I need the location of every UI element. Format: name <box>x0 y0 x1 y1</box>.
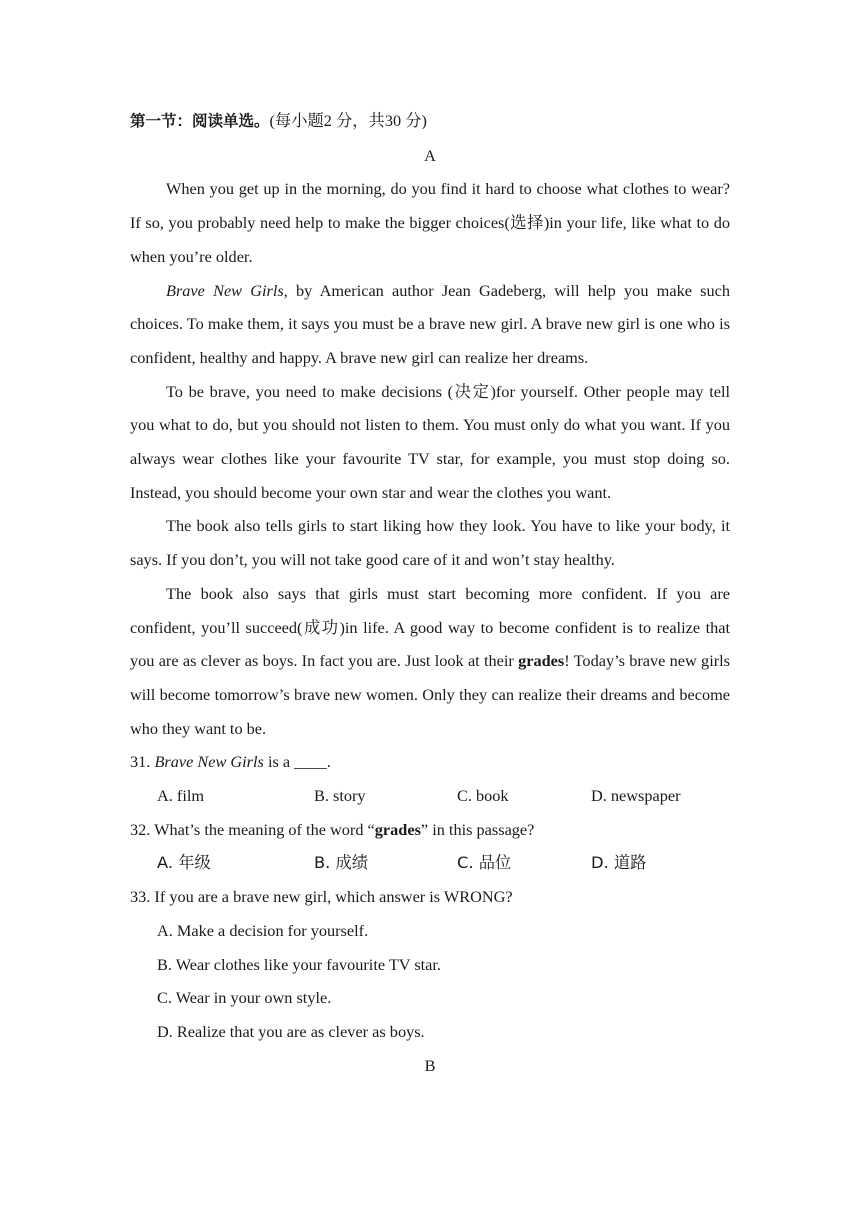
question-31-option-d[interactable]: D. newspaper <box>591 786 681 806</box>
question-31-option-c[interactable]: C. book <box>457 786 509 806</box>
passage-b-letter: B <box>424 1055 436 1075</box>
question-32 <box>130 813 730 847</box>
question-33-option-a[interactable]: A. Make a decision for yourself. <box>157 920 369 940</box>
question-33-option-c[interactable]: C. Wear in your own style. <box>157 988 332 1008</box>
passage-a-paragraph-4: The book also tells girls to start liking how they look. You have to like your body, it says. If you don’t, you will not take good care of it and won’t stay healthy. <box>130 516 730 570</box>
section-heading-prefix: 第一节：阅读单选。 <box>130 112 270 130</box>
paragraph-2-text: , by American author Jean Gadeberg, will help you make such choices. To make them, it says you must be a brave new girl. A brave new girl is one who is confident, healthy and happy. A brave new girl can realize her dreams. <box>130 280 730 367</box>
question-31-option-b[interactable]: B. story <box>314 786 366 806</box>
question-32-option-c[interactable]: C. 品位 <box>457 853 512 873</box>
passage-a-letter: A <box>424 145 436 165</box>
keyword-grades: grades <box>518 651 565 671</box>
question-33-option-b[interactable]: B. Wear clothes like your favourite TV star. <box>157 954 441 974</box>
section-heading <box>130 104 730 139</box>
book-title: Brave New Girls <box>166 280 284 300</box>
paragraph-5-text-start: The book also says that girls must start becoming more confident. If you are confident, you’ll succeed(成功)in life. A good way to become confident is to realize that you are as clever as boys. In fact you are. Just look at their <box>130 583 730 671</box>
question-32-number: 32. <box>130 819 151 839</box>
question-31-stem: is a ____. <box>263 752 331 772</box>
passage-a-paragraph-5 <box>130 577 730 746</box>
question-32-stem-end: ” in this passage? <box>420 819 535 839</box>
question-33 <box>130 880 730 914</box>
passage-a-paragraph-2 <box>130 274 730 375</box>
question-32-options <box>130 846 730 880</box>
passage-a-paragraph-3: To be brave, you need to make decisions (决定)for yourself. Other people may tell you what to do, but you should not listen to them. You must only do what you want. If you always wear clothes like your favourite TV star, for example, you must stop doing so. Instead, you should become your own star and wear the clothes you want. <box>130 381 730 502</box>
section-heading-points: (每小题2 分，共30 分) <box>269 111 427 130</box>
worksheet-page <box>130 104 730 1082</box>
question-31 <box>130 745 730 779</box>
question-32-option-a[interactable]: A. 年级 <box>157 853 211 873</box>
question-33-number: 33. <box>130 887 151 907</box>
question-33-stem: If you are a brave new girl, which answer is WRONG? <box>150 887 513 907</box>
question-32-option-b[interactable]: B. 成绩 <box>314 853 369 873</box>
question-31-option-a[interactable]: A. film <box>157 786 205 806</box>
question-32-keyword: grades <box>374 819 421 839</box>
question-33-option-d[interactable]: D. Realize that you are as clever as boys. <box>157 1021 425 1041</box>
passage-a-paragraph-1: When you get up in the morning, do you find it hard to choose what clothes to wear? If so, you probably need help to make the bigger choices(选择)in your life, like what to do when you’re older. <box>130 179 730 266</box>
question-31-options <box>130 779 730 813</box>
question-32-stem-start: What’s the meaning of the word “ <box>150 819 375 839</box>
paragraph-5-text-end: ! Today’s brave new girls will become tomorrow’s brave new women. Only they can realize their dreams and become who they want to be. <box>130 651 730 738</box>
question-31-number: 31. <box>130 752 151 772</box>
question-32-option-d[interactable]: D. 道路 <box>591 853 647 873</box>
question-31-book-title: Brave New Girls <box>154 752 264 772</box>
